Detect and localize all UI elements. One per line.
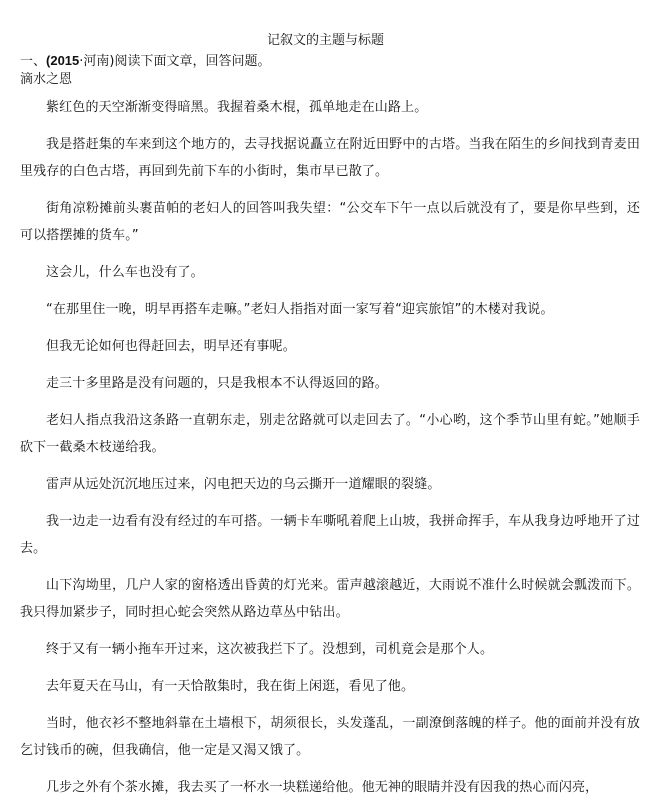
paragraph: 终于又有一辆小拖车开过来，这次被我拦下了。没想到，司机竟会是那个人。 [46, 642, 494, 657]
paragraph: “在那里住一晚，明早再搭车走嘛。”老妇人指指对面一家写着“迎宾旅馆”的木楼对我说。 [46, 302, 554, 317]
paragraph: 这会儿，什么车也没有了。 [46, 265, 204, 280]
paragraph: 当时，他衣衫不整地斜靠在土墙根下，胡须很长，头发蓬乱，一副潦倒落魄的样子。他的面前并没有放乞讨钱币的碗，但我确信，他一定是又渴又饿了。 [20, 716, 640, 758]
paragraph: 紫红色的天空渐渐变得暗黑。我握着桑木棍，孤单地走在山路上。 [46, 100, 428, 115]
paragraph: 山下沟坳里，几户人家的窗格透出昏黄的灯光来。雷声越滚越近，大雨说不准什么时候就会瓢泼而下。我只得加紧步子，同时担心蛇会突然从路边草丛中钻出。 [20, 578, 640, 620]
paragraph: 去年夏天在马山，有一天恰散集时，我在街上闲逛，看见了他。 [46, 679, 415, 694]
paragraph: 街角凉粉摊前头裹苗帕的老妇人的回答叫我失望：“公交车下午一点以后就没有了，要是你早些到，还可以搭摆摊的货车。” [20, 201, 640, 243]
document-title: 记叙文的主题与标题 [266, 33, 384, 48]
paragraph: 我是搭赶集的车来到这个地方的，去寻找据说矗立在附近田野中的古塔。当我在陌生的乡间找到青麦田里残存的白色古塔，再回到先前下车的小街时，集市早已散了。 [20, 137, 640, 179]
paragraph: 我一边走一边看有没有经过的车可搭。一辆卡车嘶吼着爬上山坡，我拼命挥手，车从我身边呼地开了过去。 [20, 514, 640, 556]
paragraph: 但我无论如何也得赶回去，明早还有事呢。 [46, 339, 296, 354]
paragraph: 老妇人指点我沿这条路一直朝东走，别走岔路就可以走回去了。“小心哟，这个季节山里有蛇。”她顺手砍下一截桑木枝递给我。 [20, 413, 640, 455]
paragraph: 几步之外有个茶水摊，我去买了一杯水一块糕递给他。他无神的眼睛并没有因我的热心而闪亮， [46, 780, 599, 795]
question-prefix: 一、 [20, 54, 47, 69]
question-heading [20, 53, 270, 70]
paragraph: 走三十多里路是没有问题的，只是我根本不认得返回的路。 [46, 376, 388, 391]
paragraph: 雷声从远处沉沉地压过来，闪电把天边的乌云撕开一道耀眼的裂缝。 [46, 477, 441, 492]
question-instruction: ·河南)阅读下面文章，回答问题。 [79, 54, 271, 69]
question-year: (2015 [46, 53, 80, 68]
article-body [20, 94, 640, 811]
article-title: 滴水之恩 [20, 72, 73, 87]
